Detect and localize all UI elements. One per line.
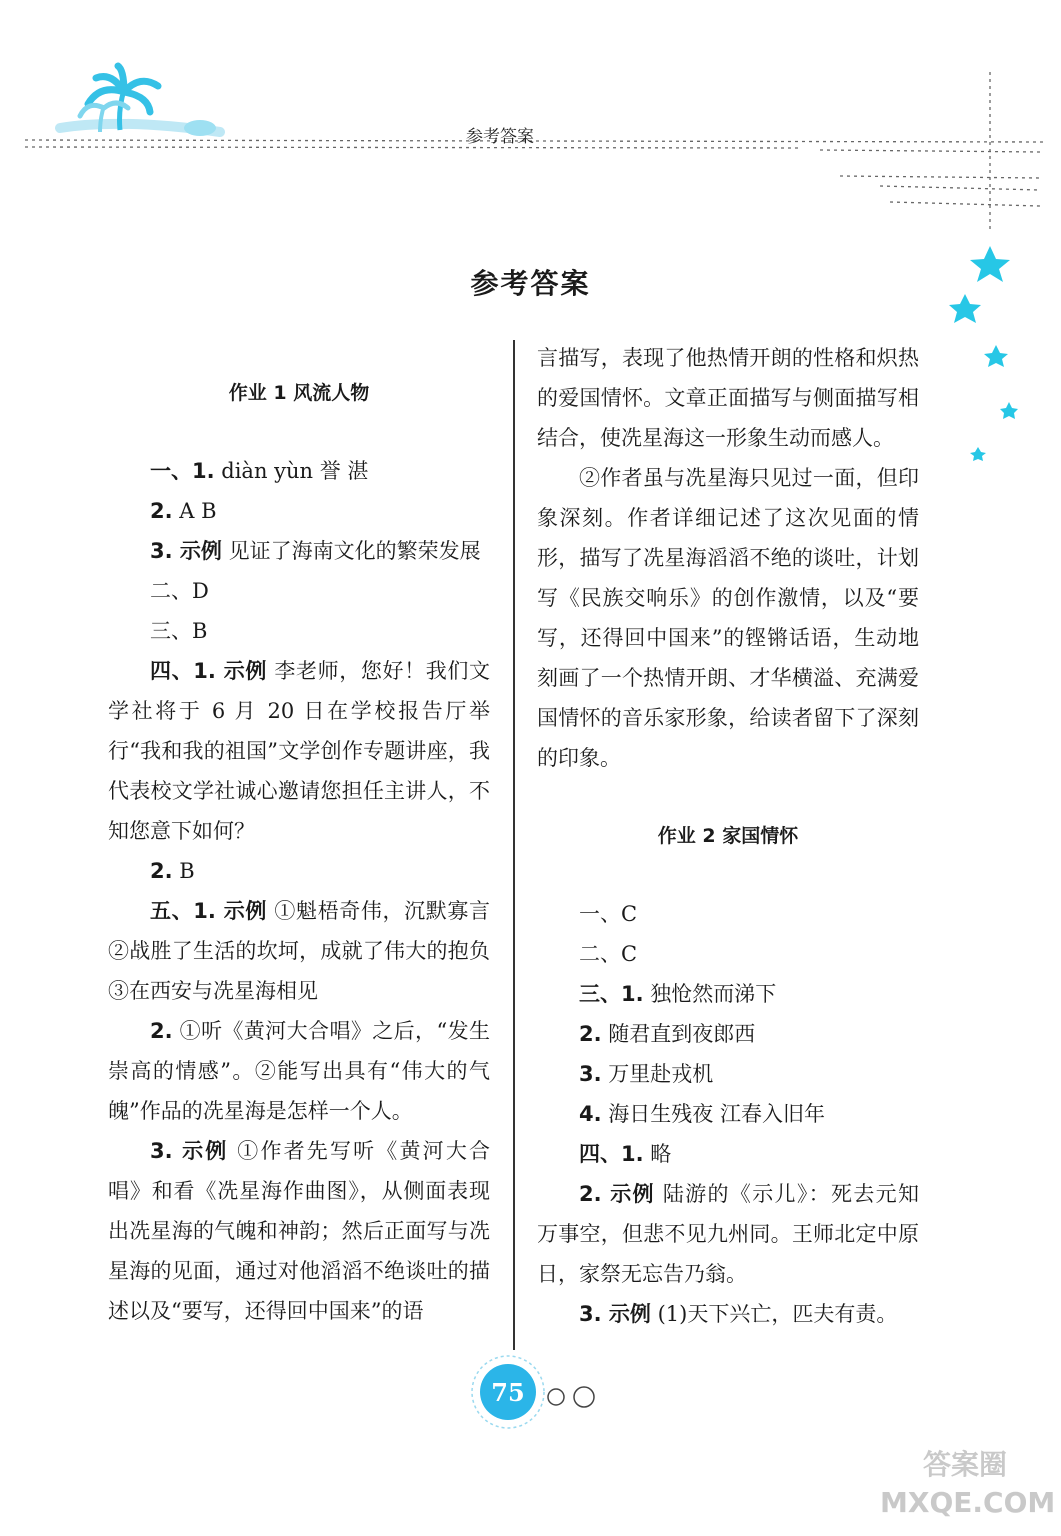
answer-5-2: 2. ①听《黄河大合唱》之后，“发生崇高的情感”。②能写出具有“伟大的气魄”作品的冼星海是怎样一个人。 bbox=[108, 1019, 490, 1123]
section-title-hw2: 作业 2 家国情怀 bbox=[657, 825, 799, 847]
answer-5-3-continued: 言描写，表现了他热情开朗的性格和炽热的爱国情怀。文章正面描写与侧面描写相结合，使冼星海这一形象生动而感人。 bbox=[537, 346, 919, 450]
answer-1-3: 3. 示例 见证了海南文化的繁荣发展 bbox=[150, 539, 481, 563]
answer-1-2: 2. A B bbox=[150, 499, 217, 523]
header-decoration bbox=[0, 0, 1061, 230]
hw2-answer-3-1: 三、1. 独怆然而涕下 bbox=[579, 982, 777, 1006]
right-column bbox=[537, 338, 919, 1334]
page-number: 75 bbox=[480, 1364, 536, 1420]
answer-3: 三、B bbox=[150, 619, 208, 643]
hw2-answer-1: 一、C bbox=[579, 902, 638, 926]
section-title-hw1: 作业 1 风流人物 bbox=[228, 382, 370, 404]
hw2-answer-3-2: 2. 随君直到夜郎西 bbox=[579, 1022, 756, 1046]
dotted-rule-lines bbox=[25, 72, 1045, 230]
answer-4-2: 2. B bbox=[150, 859, 195, 883]
hw2-answer-3-3: 3. 万里赴戎机 bbox=[579, 1062, 714, 1086]
answer-1-1: 一、1. diàn yùn 誉 湛 bbox=[150, 459, 369, 483]
hw2-answer-4-2: 2. 示例 陆游的《示儿》：死去元知万事空，但悲不见九州同。王师北定中原日，家祭无忘告乃翁。 bbox=[537, 1182, 919, 1286]
answer-2: 二、D bbox=[150, 579, 209, 603]
column-divider bbox=[513, 340, 515, 1350]
page-title: 参考答案 bbox=[470, 267, 591, 300]
star-icon bbox=[970, 447, 986, 461]
left-column bbox=[108, 373, 490, 1331]
hw2-answer-4-3: 3. 示例 (1)天下兴亡，匹夫有责。 bbox=[579, 1302, 898, 1326]
answer-5-3: 3. 示例 ①作者先写听《黄河大合唱》和看《冼星海作曲图》，从侧面表现出冼星海的气魄和神韵；然后正面写与冼星海的见面，通过对他滔滔不绝谈吐的描述以及“要写，还得回中国来”的语 bbox=[108, 1139, 490, 1323]
answer-4-1: 四、1. 示例 李老师，您好！我们文学社将于 6 月 20 日在学校报告厅举行“我和我的祖国”文学创作专题讲座，我代表校文学社诚心邀请您担任主讲人，不知您意下如何？ bbox=[108, 659, 490, 843]
answer-5-1: 五、1. 示例 ①魁梧奇伟，沉默寡言 ②战胜了生活的坎坷，成就了伟大的抱负 ③在西安与冼星海相见 bbox=[108, 899, 490, 1003]
hw2-answer-4-1: 四、1. 略 bbox=[579, 1142, 672, 1166]
running-header: 参考答案 bbox=[466, 127, 534, 147]
star-icon bbox=[1000, 402, 1018, 419]
hw2-answer-3-4: 4. 海日生残夜 江春入旧年 bbox=[579, 1102, 825, 1126]
star-icon bbox=[984, 345, 1008, 367]
hw2-answer-2: 二、C bbox=[579, 942, 638, 966]
watermark-logo: 答案圈 MXQE.COM bbox=[880, 1448, 1056, 1519]
answer-5-3-part2: ②作者虽与冼星海只见过一面，但印象深刻。作者详细记述了这次见面的情形，描写了冼星海滔滔不绝的谈吐，计划写《民族交响乐》的创作激情，以及“要写，还得回中国来”的铿锵话语，生动地刻画了一个热情开朗、才华横溢、充满爱国情怀的音乐家形象，给读者留下了深刻的印象。 bbox=[537, 466, 919, 770]
